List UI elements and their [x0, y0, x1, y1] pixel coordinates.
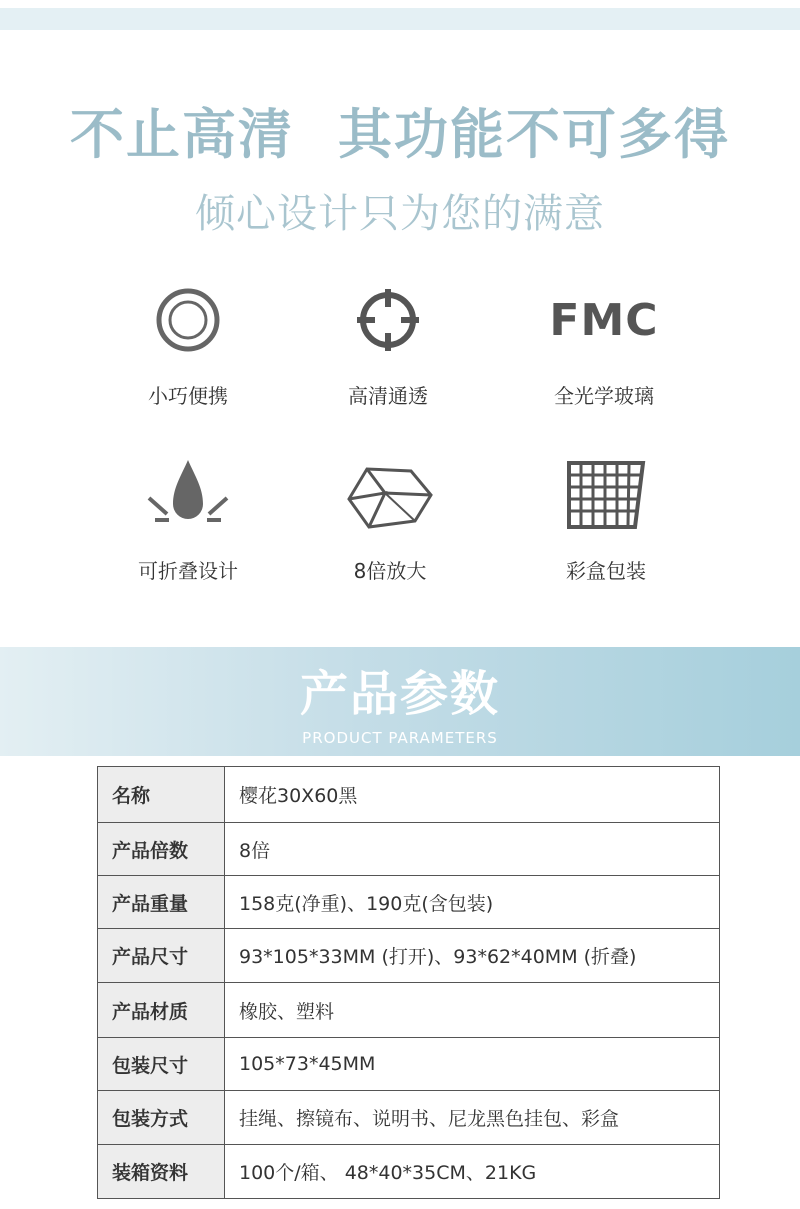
table-row — [98, 1038, 720, 1091]
param-value: 100个/箱、 48*40*35CM、21KG — [225, 1145, 720, 1199]
banner-title: 产品参数 — [299, 666, 500, 722]
param-value: 105*73*45MM — [225, 1038, 720, 1091]
feature-foldable — [88, 455, 288, 584]
feature-magnify — [290, 455, 490, 584]
headline-part2: 其功能不可多得 — [338, 103, 730, 166]
table-row — [98, 983, 720, 1038]
param-value: 挂绳、擦镜布、说明书、尼龙黑色挂包、彩盒 — [225, 1091, 720, 1145]
param-value: 樱花30X60黑 — [225, 767, 720, 823]
prism-icon — [290, 455, 490, 535]
table-row — [98, 876, 720, 929]
feature-box — [506, 455, 706, 584]
table-row — [98, 1091, 720, 1145]
param-key: 名称 — [98, 767, 225, 823]
feature-label: 高清通透 — [348, 384, 428, 408]
param-value: 橡胶、塑料 — [225, 983, 720, 1038]
params-table — [97, 766, 720, 1199]
subheadline: 倾心设计只为您的满意 — [195, 191, 605, 237]
param-value: 93*105*33MM (打开)、93*62*40MM (折叠) — [225, 929, 720, 983]
feature-hd — [288, 280, 488, 409]
headline — [0, 92, 800, 169]
param-key: 产品倍数 — [98, 823, 225, 876]
top-decor-bar — [0, 8, 800, 30]
ring-icon — [88, 280, 288, 360]
table-row — [98, 823, 720, 876]
crosshair-icon — [288, 280, 488, 360]
headline-part1: 不止高清 — [70, 103, 294, 166]
table-row — [98, 1145, 720, 1199]
feature-label: 8倍放大 — [353, 559, 427, 583]
feature-portable — [88, 280, 288, 409]
feature-label: 小巧便携 — [148, 384, 228, 408]
fmc-logo-text: FMC — [549, 294, 659, 346]
grid-icon — [506, 455, 706, 535]
param-key: 产品重量 — [98, 876, 225, 929]
param-key: 包装尺寸 — [98, 1038, 225, 1091]
feature-label: 全光学玻璃 — [554, 384, 654, 408]
feature-label: 可折叠设计 — [138, 559, 238, 583]
feature-glass — [504, 280, 704, 409]
param-key: 装箱资料 — [98, 1145, 225, 1199]
param-key: 产品尺寸 — [98, 929, 225, 983]
params-banner — [0, 647, 800, 756]
water-drop-icon — [88, 455, 288, 535]
banner-subtitle: PRODUCT PARAMETERS — [302, 729, 498, 747]
param-value: 158克(净重)、190克(含包装) — [225, 876, 720, 929]
param-key: 产品材质 — [98, 983, 225, 1038]
fmc-logo — [504, 280, 704, 360]
param-value: 8倍 — [225, 823, 720, 876]
table-row — [98, 767, 720, 823]
feature-label: 彩盒包装 — [566, 559, 646, 583]
param-key: 包装方式 — [98, 1091, 225, 1145]
table-row — [98, 929, 720, 983]
